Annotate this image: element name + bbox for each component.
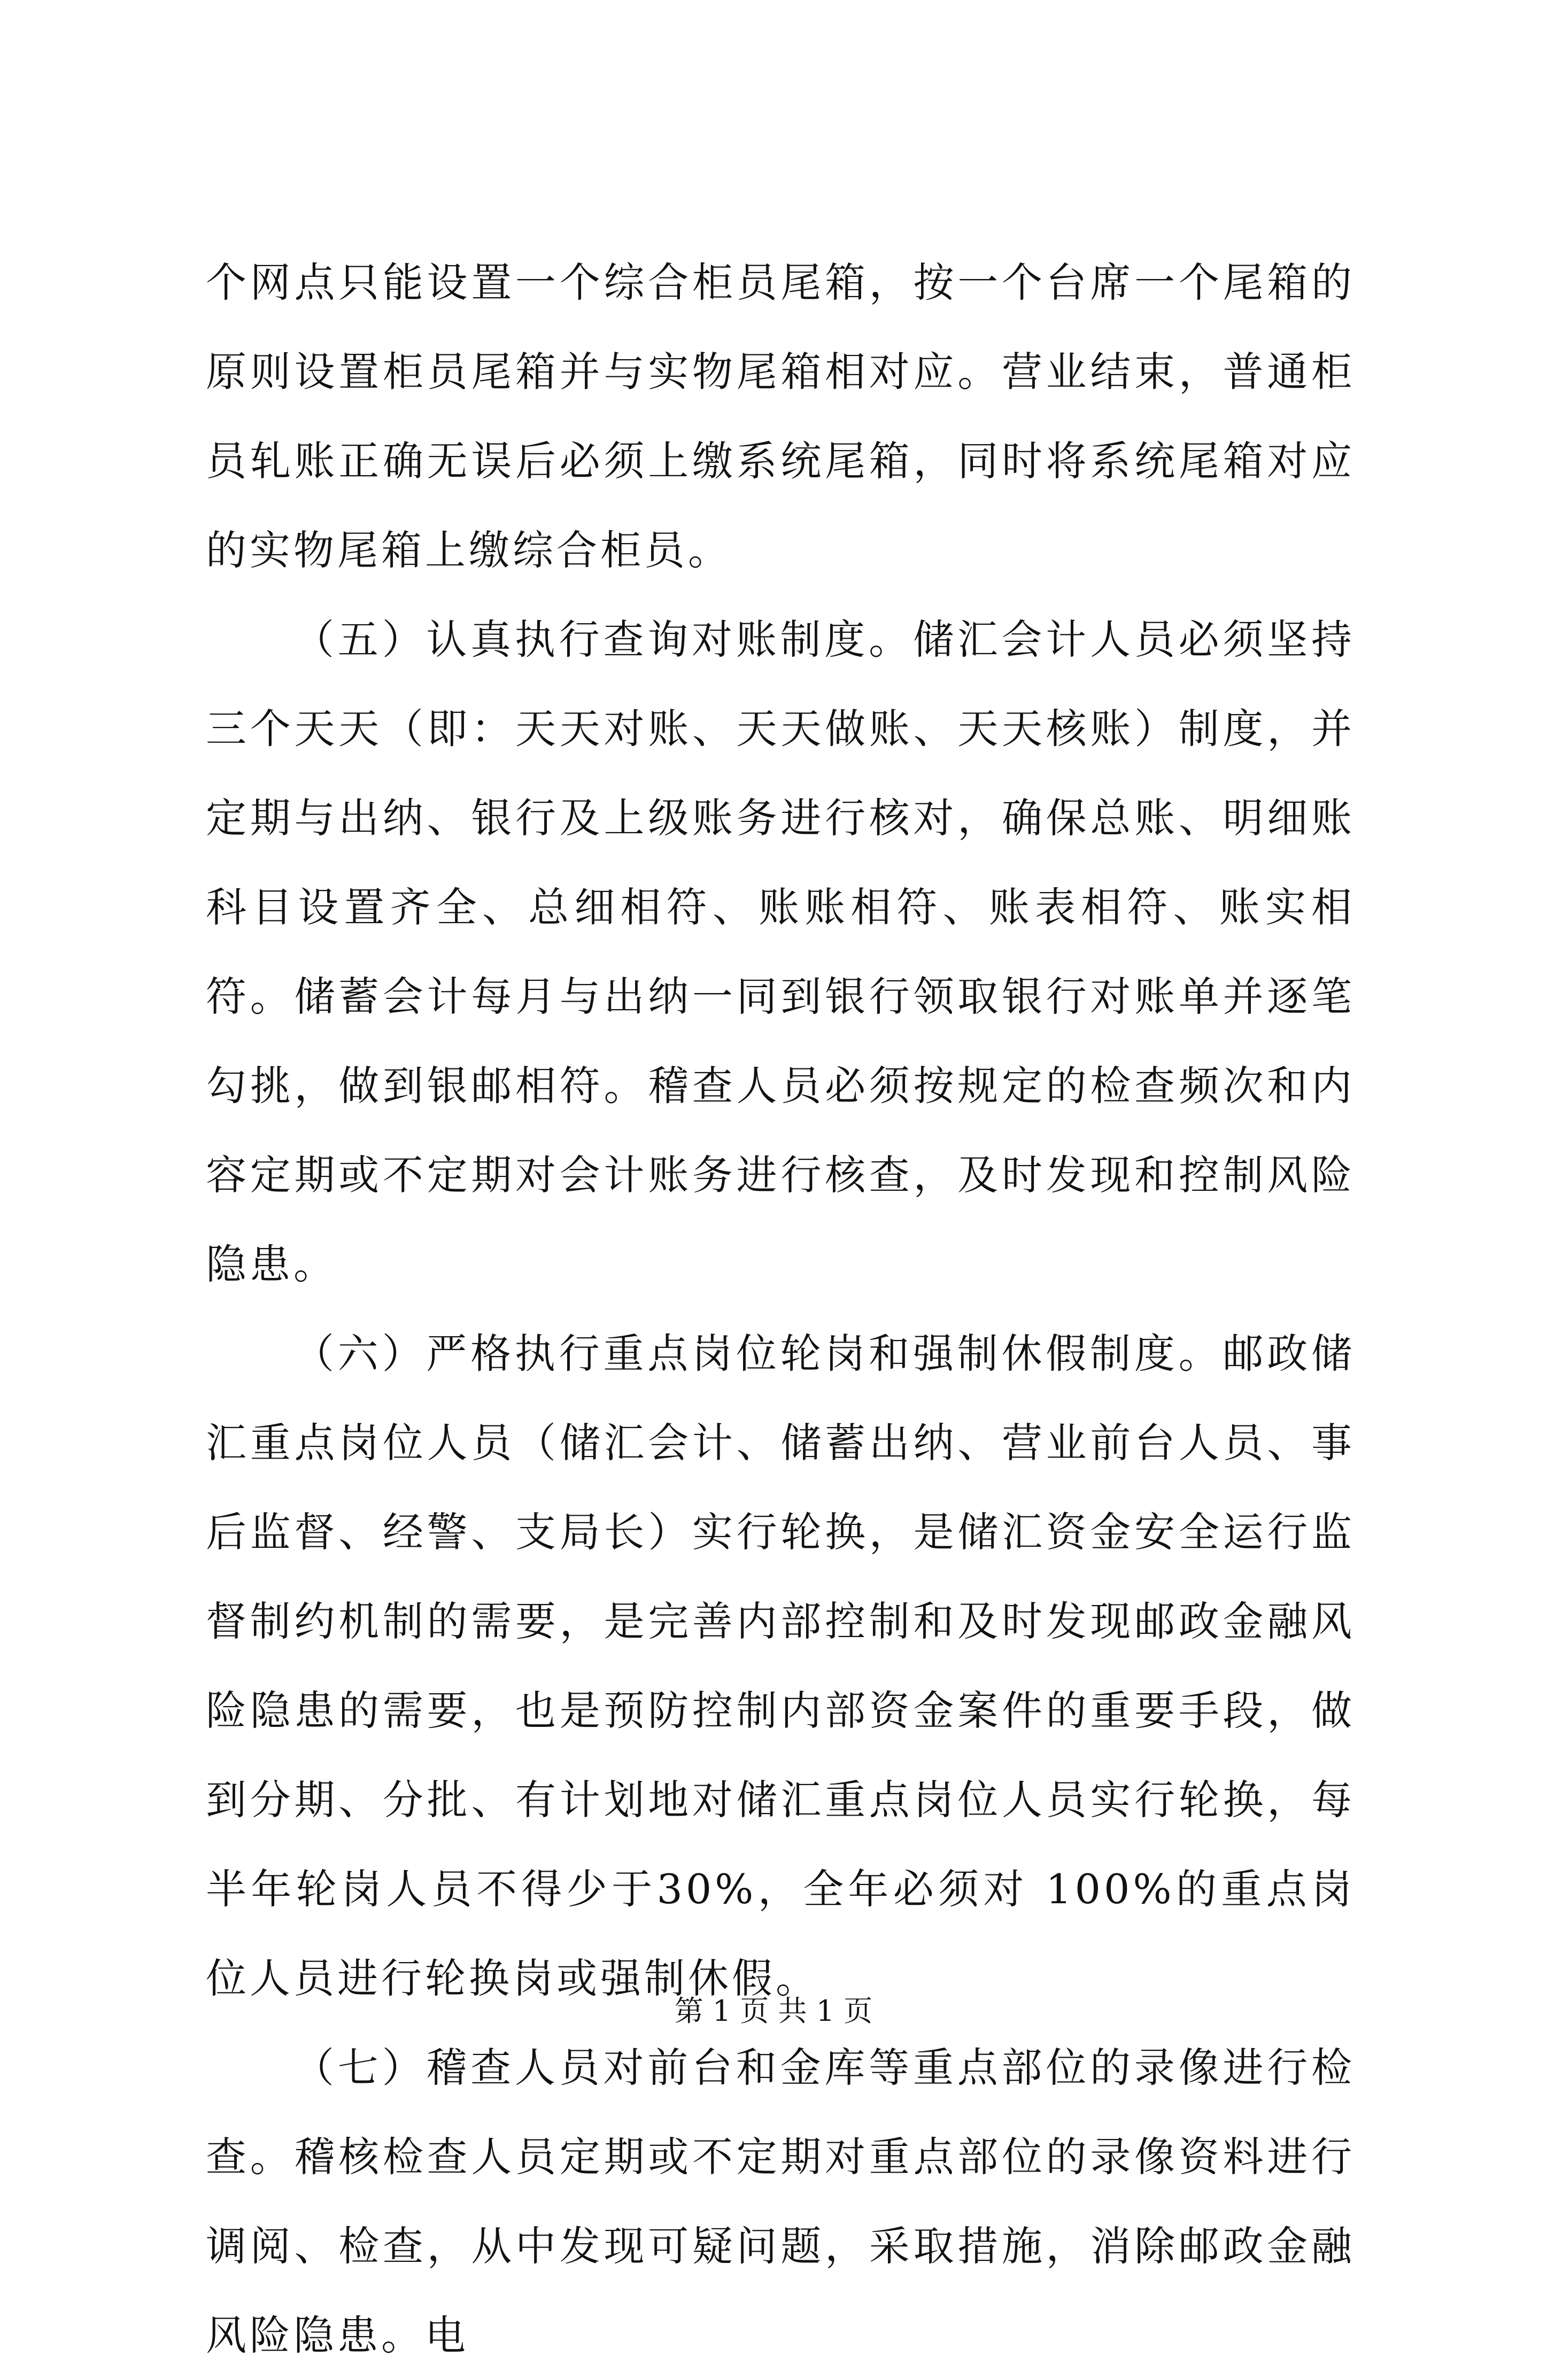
paragraph-4: （七）稽查人员对前台和金库等重点部位的录像进行检查。稽核检查人员定期或不定期对重点部位的录像资料进行调阅、检查，从中发现可疑问题，采取措施，消除邮政金融风险隐患。电	[206, 2044, 1355, 2359]
document-body	[206, 238, 1355, 2380]
paragraph-2: （五）认真执行查询对账制度。储汇会计人员必须坚持三个天天（即：天天对账、天天做账、天天核账）制度，并定期与出纳、银行及上级账务进行核对，确保总账、明细账科目设置齐全、总细相符、账账相符、账表相符、账实相符。储蓄会计每月与出纳一同到银行领取银行对账单并逐笔勾挑，做到银邮相符。稽查人员必须按规定的检查频次和内容定期或不定期对会计账务进行核查，及时发现和控制风险隐患。	[206, 616, 1355, 1288]
page-footer: 第 1 页 共 1 页	[674, 1994, 873, 2028]
paragraph-3: （六）严格执行重点岗位轮岗和强制休假制度。邮政储汇重点岗位人员（储汇会计、储蓄出纳、营业前台人员、事后监督、经警、支局长）实行轮换，是储汇资金安全运行监督制约机制的需要，是完善内部控制和及时发现邮政金融风险隐患的需要，也是预防控制内部资金案件的重要手段，做到分期、分批、有计划地对储汇重点岗位人员实行轮换，每半年轮岗人员不得少于30%，全年必须对 100%的重点岗位人员进行轮换岗或强制休假。	[206, 1330, 1355, 2002]
paragraph-1: 个网点只能设置一个综合柜员尾箱，按一个台席一个尾箱的原则设置柜员尾箱并与实物尾箱相对应。营业结束，普通柜员轧账正确无误后必须上缴系统尾箱，同时将系统尾箱对应的实物尾箱上缴综合柜员。	[206, 259, 1355, 574]
